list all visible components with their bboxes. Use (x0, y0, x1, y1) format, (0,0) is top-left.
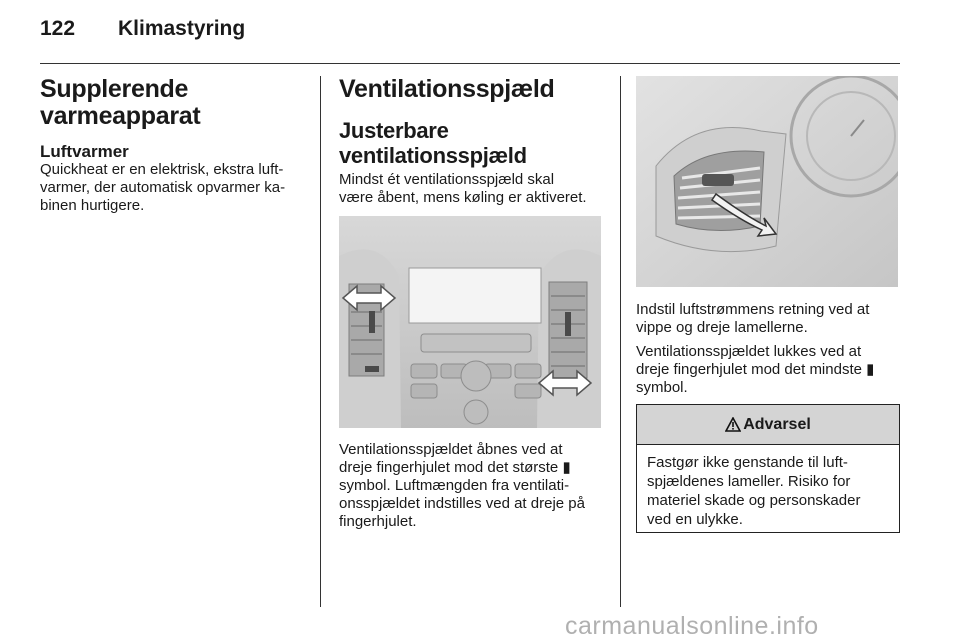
text-line: onsspjældet indstilles ved at dreje på (339, 495, 585, 512)
subheading-line: ventilationsspjæld (339, 143, 527, 168)
luftvarmer-text (40, 161, 315, 215)
warning-triangle-icon (725, 417, 741, 432)
text-line: symbol. (636, 379, 688, 396)
column-divider-left (320, 76, 321, 607)
text-line: Indstil luftstrømmens retning ved at (636, 301, 870, 318)
close-text (636, 343, 901, 397)
text-line: varmer, der automatisk opvarmer ka- (40, 179, 286, 196)
header-divider (40, 63, 900, 64)
text-line: materiel skade og personskader (647, 492, 861, 509)
text-line: fingerhjulet. (339, 513, 417, 530)
text-line: være åbent, mens køling er aktiveret. (339, 189, 587, 206)
text-line: symbol. Luftmængden fra ventilati- (339, 477, 570, 494)
text-line: dreje fingerhjulet mod det mindste ▮ (636, 361, 875, 378)
caption-text (339, 441, 619, 531)
subheading-justerbare (339, 118, 614, 168)
text-line: Ventilationsspjældet lukkes ved at (636, 343, 862, 360)
subheading-line: Justerbare (339, 118, 449, 143)
warning-header (637, 405, 899, 445)
text-line: Ventilationsspjældet åbnes ved at (339, 441, 563, 458)
page-number: 122 (40, 17, 76, 40)
text-line: Fastgør ikke genstande til luft- (647, 454, 848, 471)
warning-text (637, 445, 899, 529)
text-line: spjældenes lameller. Risiko for (647, 473, 851, 490)
text-line: Quickheat er en elektrisk, ekstra luft- (40, 161, 284, 178)
text-line: vippe og dreje lamellerne. (636, 319, 808, 336)
watermark: carmanualsonline.info (565, 612, 819, 640)
subheading-luftvarmer: Luftvarmer (40, 142, 129, 161)
intro-text (339, 171, 617, 207)
text-line: dreje fingerhjulet mod det største ▮ (339, 459, 571, 476)
section-heading-supplerende: Supplerende varmeapparat (40, 75, 201, 130)
text-line: ved en ulykke. (647, 511, 743, 528)
text-line: binen hurtigere. (40, 197, 145, 214)
chapter-title: Klimastyring (118, 17, 246, 40)
direction-text (636, 301, 901, 337)
dashboard-vents-photo (339, 216, 601, 428)
text-line: Mindst ét ventilationsspjæld skal (339, 171, 555, 188)
side-vent-photo (636, 76, 898, 287)
section-heading-ventilation: Ventilationsspjæld (339, 75, 555, 103)
warning-box (636, 404, 900, 533)
column-divider-right (620, 76, 621, 607)
warning-title: Advarsel (743, 415, 811, 433)
